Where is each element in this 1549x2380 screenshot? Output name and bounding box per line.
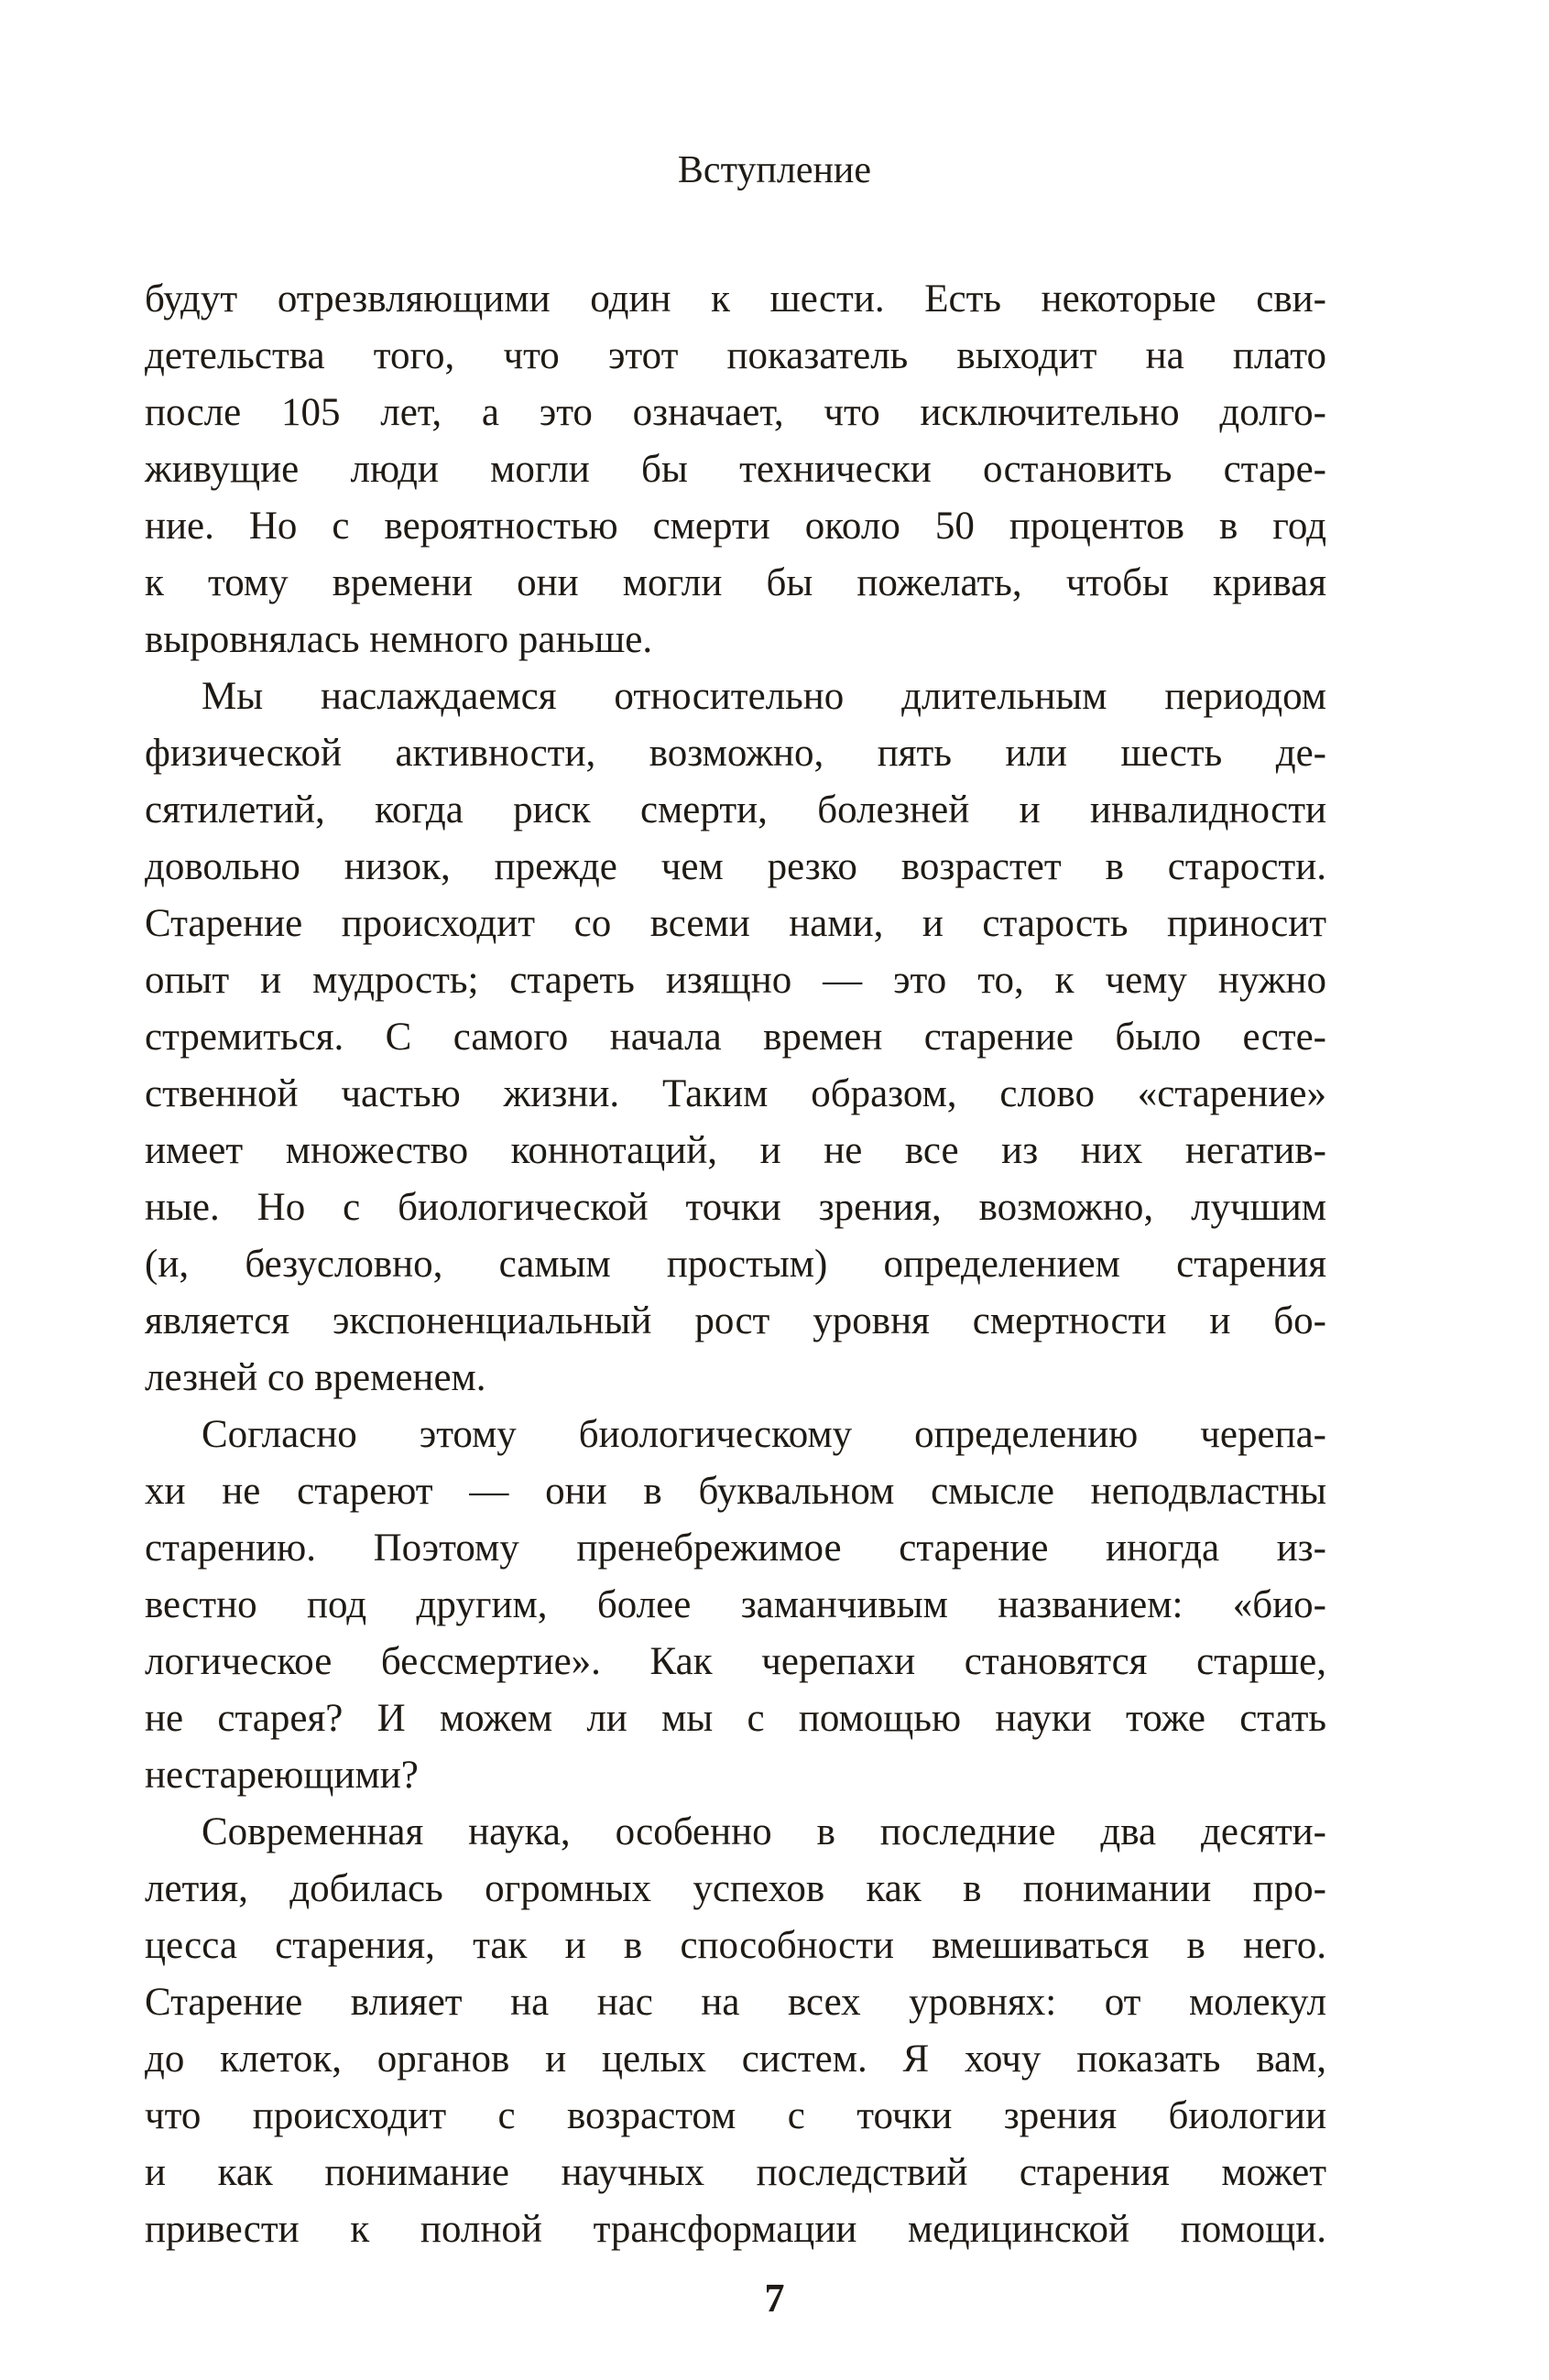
text-line: после 105 лет, а это означает, что исключительно долго- bbox=[145, 391, 1326, 434]
text-line: довольно низок, прежде чем резко возрастет в старости. bbox=[145, 845, 1326, 888]
text-line: Мы наслаждаемся относительно длительным периодом bbox=[202, 675, 1326, 718]
text-line: Старение происходит со всеми нами, и старость приносит bbox=[145, 902, 1326, 945]
text-line: к тому времени они могли бы пожелать, чтобы кривая bbox=[145, 561, 1326, 604]
text-line: будут отрезвляющими один к шести. Есть некоторые сви- bbox=[145, 277, 1326, 321]
running-header: Вступление bbox=[677, 149, 872, 191]
text-line: Старение влияет на нас на всех уровнях: от молекул bbox=[145, 1981, 1326, 2024]
text-line: опыт и мудрость; стареть изящно — это то, к чему нужно bbox=[145, 959, 1326, 1002]
page-number: 7 bbox=[764, 2276, 785, 2320]
text-line: сятилетий, когда риск смерти, болезней и инвалидности bbox=[145, 788, 1326, 831]
text-line: (и, безусловно, самым простым) определением старения bbox=[145, 1243, 1326, 1286]
text-line: хи не стареют — они в буквальном смысле неподвластны bbox=[145, 1470, 1326, 1513]
text-line: выровнялась немного раньше. bbox=[145, 618, 653, 661]
text-line: цесса старения, так и в способности вмешиваться в него. bbox=[145, 1924, 1326, 1967]
text-line: живущие люди могли бы технически остановить старе- bbox=[145, 448, 1326, 491]
text-line: физической активности, возможно, пять или шесть де- bbox=[145, 732, 1326, 775]
text-line: является экспоненциальный рост уровня смертности и бо- bbox=[145, 1299, 1326, 1342]
text-line: и как понимание научных последствий старения может bbox=[145, 2151, 1326, 2194]
text-line: ственной частью жизни. Таким образом, слово «старение» bbox=[145, 1072, 1326, 1115]
text-line: ные. Но с биологической точки зрения, возможно, лучшим bbox=[145, 1186, 1326, 1229]
text-line: имеет множество коннотаций, и не все из них негатив- bbox=[145, 1129, 1326, 1172]
text-line: Современная наука, особенно в последние два десяти- bbox=[202, 1810, 1326, 1853]
text-line: Согласно этому биологическому определению черепа- bbox=[202, 1413, 1326, 1456]
text-line: детельства того, что этот показатель выходит на плато bbox=[145, 334, 1326, 377]
text-line: летия, добилась огромных успехов как в понимании про- bbox=[145, 1867, 1326, 1910]
text-line: до клеток, органов и целых систем. Я хочу показать вам, bbox=[145, 2038, 1326, 2081]
text-line: стремиться. С самого начала времен старение было есте- bbox=[145, 1016, 1326, 1059]
text-line: что происходит с возрастом с точки зрения биологии bbox=[145, 2094, 1326, 2137]
text-line: вестно под другим, более заманчивым названием: «био- bbox=[145, 1583, 1326, 1626]
text-line: ние. Но с вероятностью смерти около 50 процентов в год bbox=[145, 505, 1326, 548]
text-line: не старея? И можем ли мы с помощью науки тоже стать bbox=[145, 1697, 1326, 1740]
text-line: нестареющими? bbox=[145, 1754, 419, 1797]
text-line: старению. Поэтому пренебрежимое старение иногда из- bbox=[145, 1527, 1326, 1570]
text-line: логическое бессмертие». Как черепахи становятся старше, bbox=[145, 1640, 1326, 1683]
text-line: привести к полной трансформации медицинской помощи. bbox=[145, 2208, 1326, 2251]
text-line: лезней со временем. bbox=[145, 1356, 486, 1399]
body-text bbox=[145, 271, 1326, 2258]
